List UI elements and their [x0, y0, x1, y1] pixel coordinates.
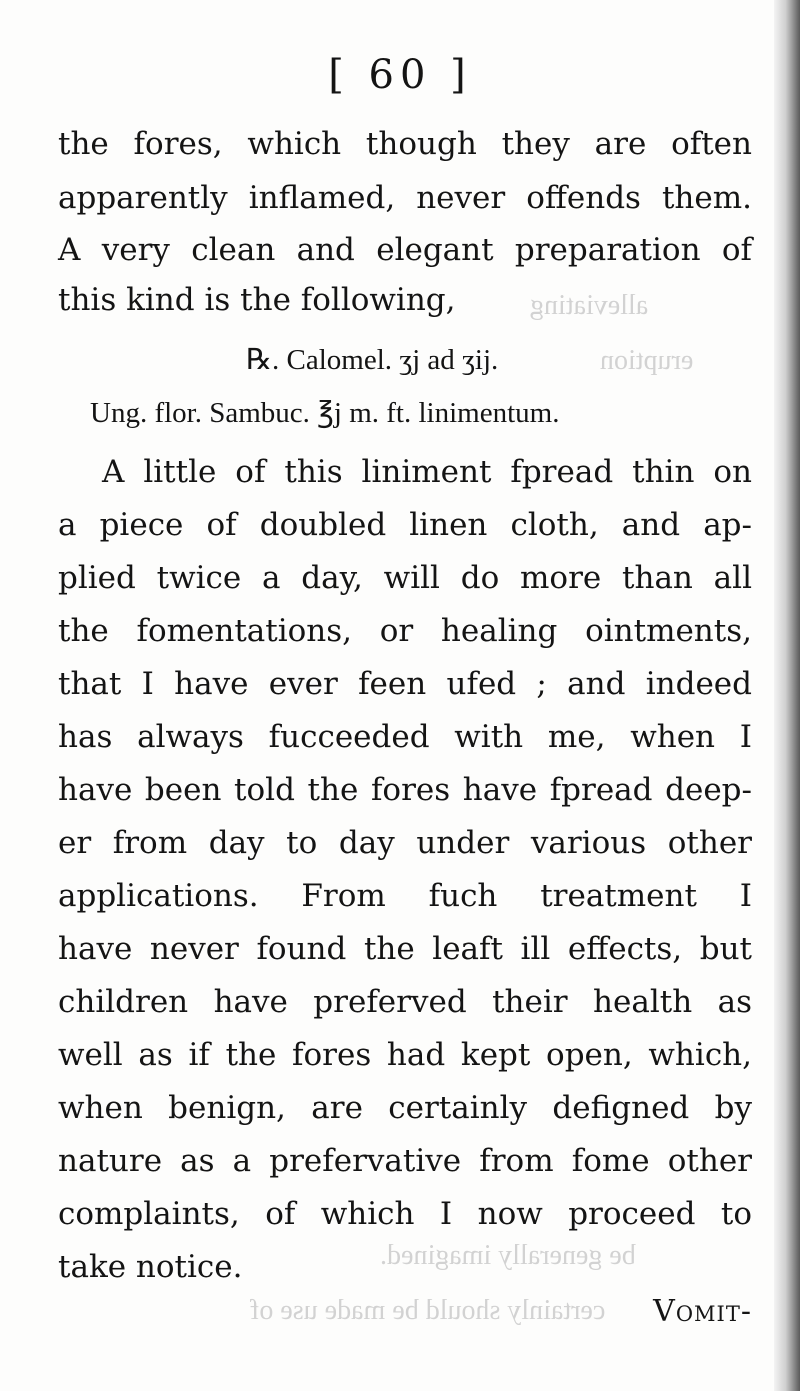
paragraph-line: have been told the fores have fpread deep- — [58, 772, 752, 808]
paragraph-line: nature as a prefervative from fome other — [58, 1143, 752, 1179]
show-through-text: certainly should be made use of — [250, 1295, 606, 1326]
text-line: the fores, which though they are often — [58, 126, 752, 162]
paragraph-line: A little of this liniment fpread thin on — [102, 454, 752, 490]
page-edge-shadow — [774, 0, 800, 1391]
paragraph-line: well as if the fores had kept open, which, — [58, 1037, 752, 1073]
recipe-line-1: ℞. Calomel. ʒj ad ʒij. — [246, 344, 499, 376]
text-line: this kind is the following, — [58, 282, 456, 318]
paragraph-line: that I have ever feen ufed ; and indeed — [58, 666, 752, 702]
paragraph-line: children have preferved their health as — [58, 984, 752, 1020]
paragraph-line: a piece of doubled linen cloth, and ap- — [58, 507, 752, 543]
page-number-header: [ 60 ] — [328, 52, 472, 98]
paragraph-line: take notice. — [58, 1249, 243, 1285]
catchword: Vomit- — [653, 1294, 752, 1329]
show-through-text: eruption — [600, 345, 694, 376]
text-line: apparently inflamed, never offends them. — [58, 180, 752, 216]
paragraph-line: has always fucceeded with me, when I — [58, 719, 752, 755]
paragraph-line: the fomentations, or healing ointments, — [58, 613, 752, 649]
show-through-text: alleviating — [530, 290, 649, 321]
paragraph-line: when benign, are certainly defigned by — [58, 1090, 752, 1126]
paragraph-line: complaints, of which I now proceed to — [58, 1196, 752, 1232]
paragraph-line: applications. From fuch treatment I — [58, 878, 752, 914]
paragraph-line: have never found the leaft ill effects, but — [58, 931, 752, 967]
paragraph-line: plied twice a day, will do more than all — [58, 560, 752, 596]
text-line: A very clean and elegant preparation of — [58, 232, 752, 268]
recipe-line-2: Ung. flor. Sambuc. ℥j m. ft. linimentum. — [90, 397, 560, 429]
show-through-text: be generally imagined. — [380, 1240, 636, 1271]
paragraph-line: er from day to day under various other — [58, 825, 752, 861]
